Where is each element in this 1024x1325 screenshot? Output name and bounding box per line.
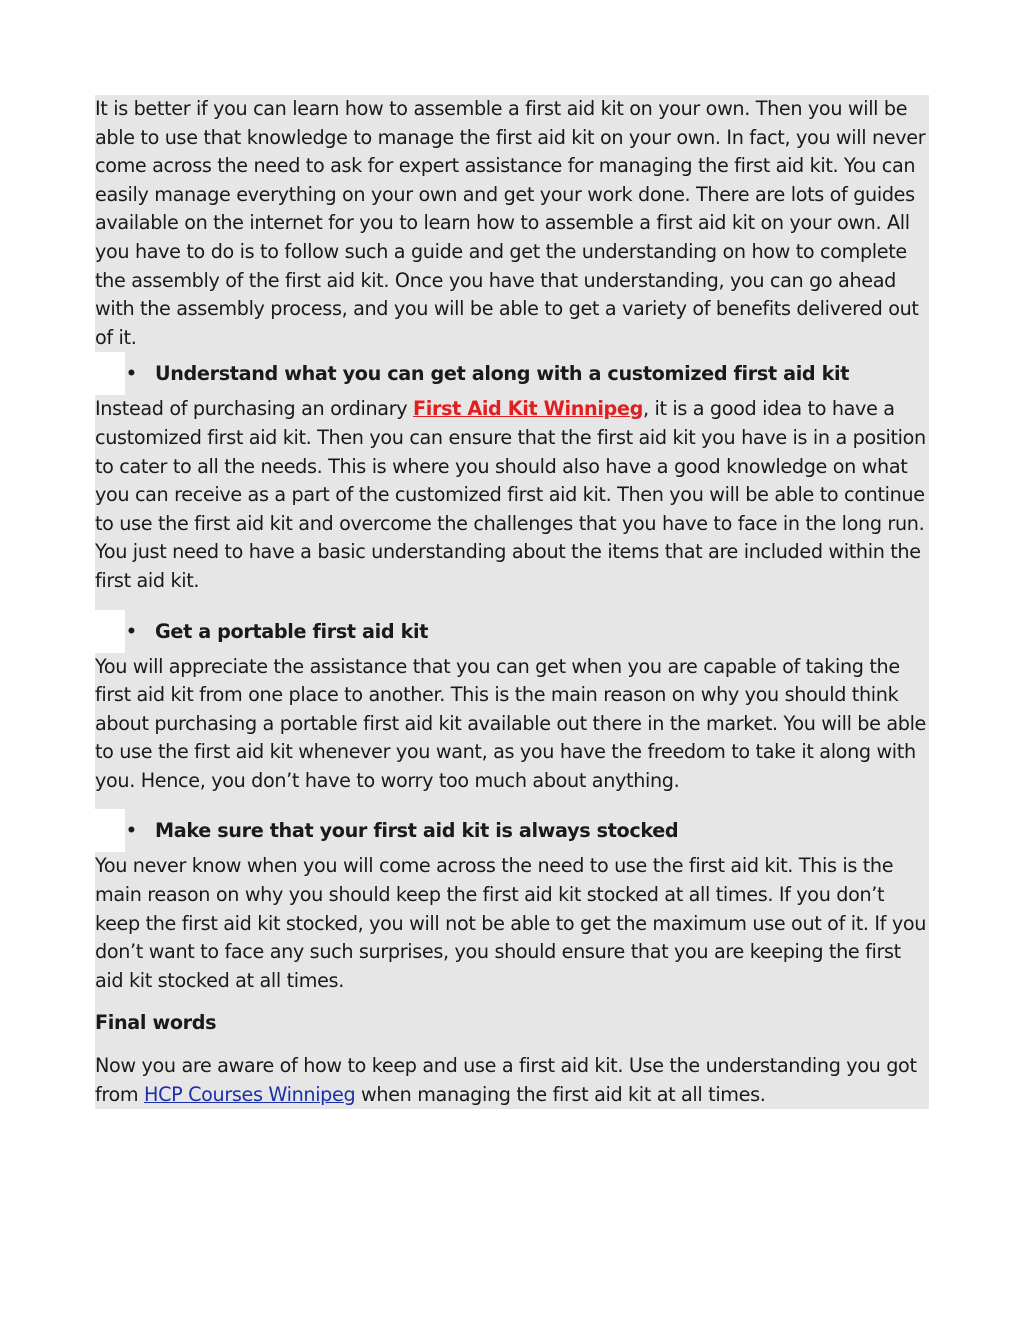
first-aid-kit-winnipeg-link[interactable]: First Aid Kit Winnipeg [413, 397, 643, 421]
portable-paragraph: You will appreciate the assistance that you can get when you are capable of taking the first aid kit from one place to another. This is the main reason on why you should think about purchasing a portable first aid kit available out there in the market. You will be able to use the first aid kit whenever you want, as you have the freedom to take it along with you. Hence, you don’t have to worry too much about anything. [95, 654, 927, 792]
customized-block [95, 395, 929, 609]
bullet-dot: • [126, 364, 137, 385]
stocked-block [95, 852, 929, 1109]
hcp-courses-winnipeg-link[interactable]: HCP Courses Winnipeg [144, 1082, 356, 1106]
stocked-paragraph: You never know when you will come across the need to use the first aid kit. This is the main reason on why you should keep the first aid kit stocked at all times. If you don’t keep the first aid kit stocked, you will not be able to get the maximum use out of it. If you don’t want to face any such surprises, you should ensure that you are keeping the first aid kit stocked at all times. [95, 854, 927, 992]
bullet-portable-text: Get a portable first aid kit [155, 619, 429, 643]
final-words-heading: Final words [95, 1011, 217, 1035]
bullet-portable [95, 610, 929, 653]
intro-paragraph: It is better if you can learn how to assemble a first aid kit on your own. Then you will be able to use that knowledge to manage the first aid kit on your own. In fact, you will never come across the need to ask for expert assistance for managing the first aid kit. You can easily manage everything on your own and get your work done. There are lots of guides available on the internet for you to learn how to assemble a first aid kit on your own. All you have to do is to follow such a guide and get the understanding on how to complete the assembly of the first aid kit. Once you have that understanding, you can go ahead with the assembly process, and you will be able to get a variety of benefits delivered out of it. [95, 97, 926, 349]
final-paragraph: Now you are aware of how to keep and use a first aid kit. Use the understanding you got from HCP Courses Winnipeg when managing the first aid kit at all times. [95, 1054, 917, 1106]
portable-block [95, 653, 929, 810]
document-page [95, 95, 929, 1109]
bullet-dot: • [126, 621, 137, 642]
bullet-customized-text: Understand what you can get along with a customized first aid kit [155, 362, 850, 386]
customized-paragraph: Instead of purchasing an ordinary First Aid Kit Winnipeg, it is a good idea to have a customized first aid kit. Then you can ensure that the first aid kit you have is in a position to cater to all the needs. This is where you should also have a good knowledge on what you can receive as a part of the customized first aid kit. Then you will be able to continue to use the first aid kit and overcome the challenges that you have to face in the long run. You just need to have a basic understanding about the items that are included within the first aid kit. [95, 397, 926, 592]
bullet-dot: • [126, 821, 137, 842]
bullet-stocked-text: Make sure that your first aid kit is always stocked [155, 819, 679, 843]
intro-block [95, 95, 929, 352]
bullet-customized [95, 352, 929, 395]
bullet-stocked [95, 809, 929, 852]
